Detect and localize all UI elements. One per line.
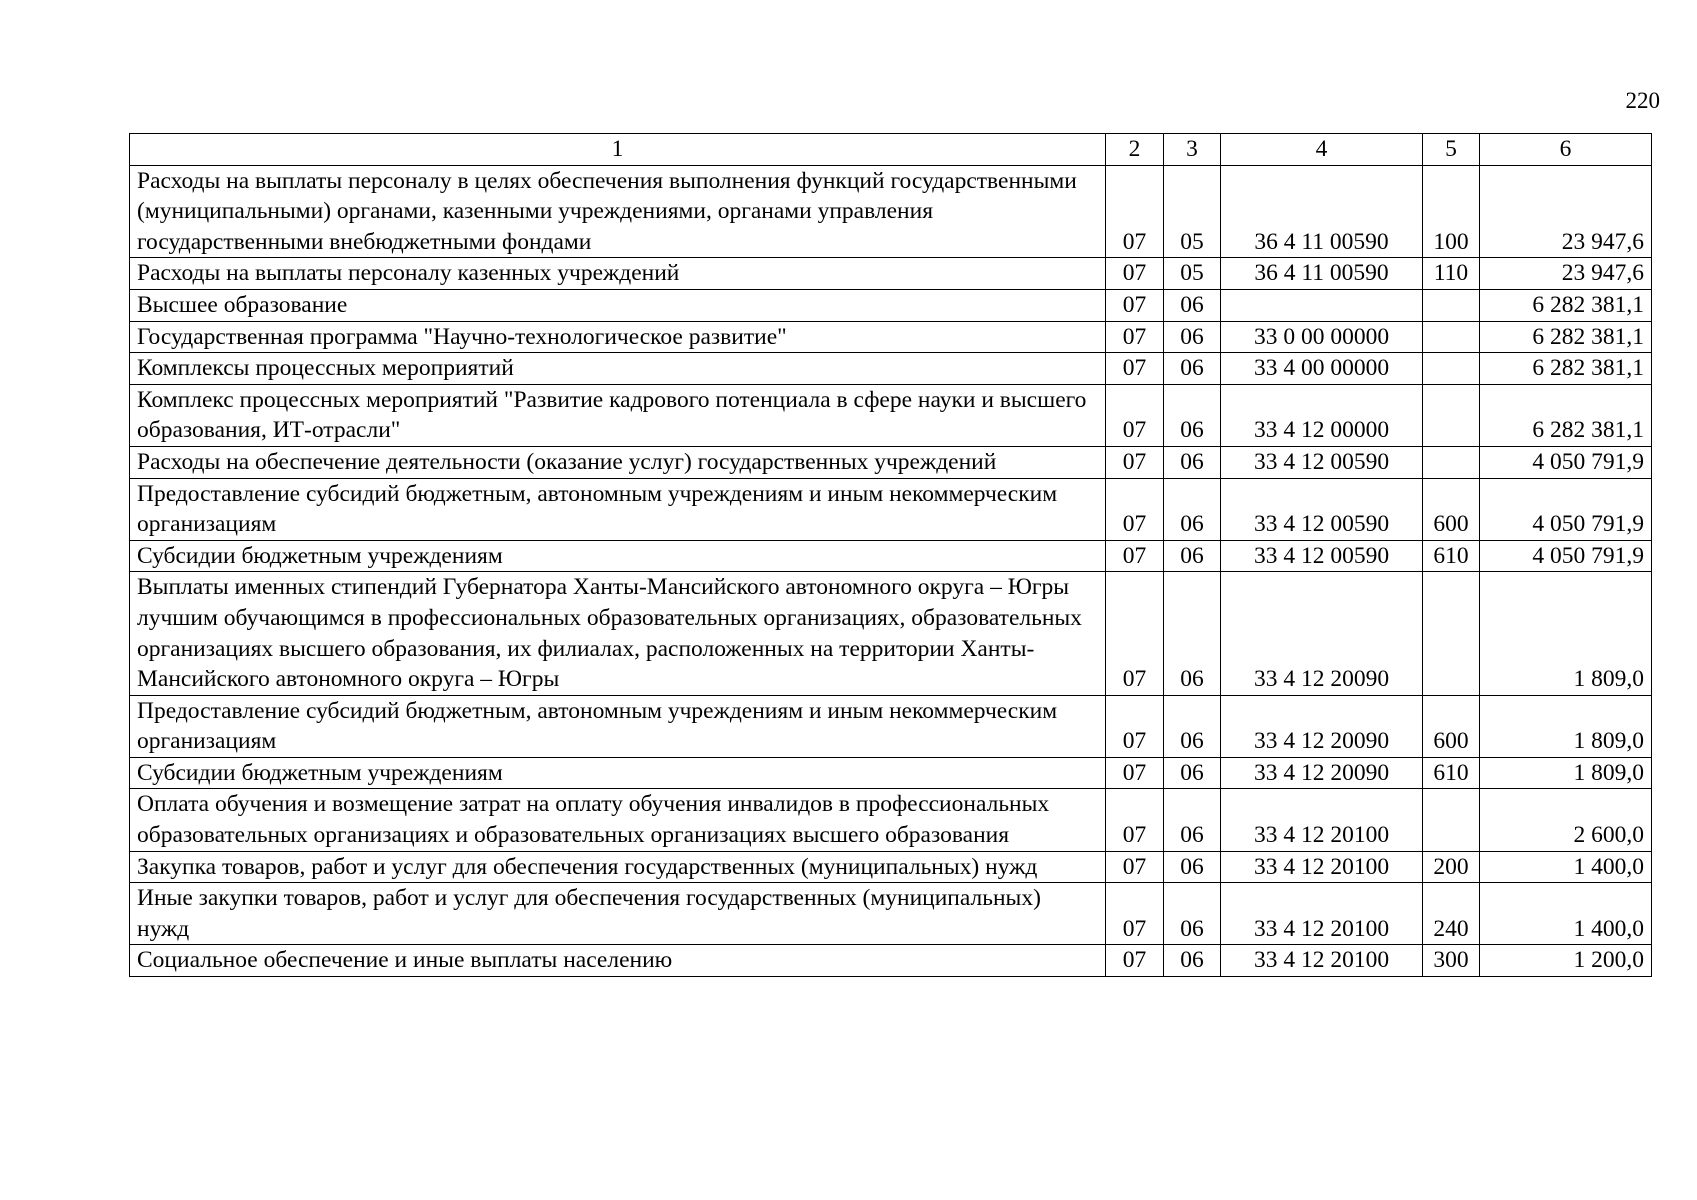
- column-header-4: 4: [1221, 134, 1423, 166]
- row-expense-type-cell: 300: [1423, 945, 1480, 977]
- table-row: [130, 945, 1652, 977]
- row-name-cell: Социальное обеспечение и иные выплаты населению: [130, 945, 1106, 977]
- table-header-row: [130, 134, 1652, 166]
- table-row: [130, 695, 1652, 757]
- table-row: [130, 258, 1652, 290]
- row-subsection-cell: 06: [1164, 883, 1221, 945]
- row-subsection-cell: 06: [1164, 851, 1221, 883]
- row-expense-type-cell: [1423, 353, 1480, 385]
- row-name-cell: Расходы на выплаты персоналу казенных учреждений: [130, 258, 1106, 290]
- row-section-cell: 07: [1106, 258, 1164, 290]
- row-expense-type-cell: 610: [1423, 757, 1480, 789]
- row-section-cell: 07: [1106, 321, 1164, 353]
- row-amount-cell: 23 947,6: [1480, 258, 1652, 290]
- row-target-article-cell: 33 4 12 00590: [1221, 446, 1423, 478]
- row-name-cell: Комплекс процессных мероприятий "Развитие кадрового потенциала в сфере науки и высшего образования, ИТ-отрасли": [130, 384, 1106, 446]
- table-row: [130, 478, 1652, 540]
- row-section-cell: 07: [1106, 353, 1164, 385]
- row-subsection-cell: 06: [1164, 321, 1221, 353]
- table-row: [130, 572, 1652, 695]
- row-amount-cell: 1 200,0: [1480, 945, 1652, 977]
- row-subsection-cell: 05: [1164, 165, 1221, 258]
- row-amount-cell: 4 050 791,9: [1480, 478, 1652, 540]
- row-name-cell: Комплексы процессных мероприятий: [130, 353, 1106, 385]
- row-target-article-cell: 33 0 00 00000: [1221, 321, 1423, 353]
- row-amount-cell: 6 282 381,1: [1480, 384, 1652, 446]
- table-row: [130, 289, 1652, 321]
- table-row: [130, 757, 1652, 789]
- row-target-article-cell: 33 4 12 00000: [1221, 384, 1423, 446]
- row-subsection-cell: 06: [1164, 289, 1221, 321]
- row-target-article-cell: 33 4 12 20090: [1221, 572, 1423, 695]
- row-subsection-cell: 06: [1164, 540, 1221, 572]
- table-body: [130, 165, 1652, 976]
- row-target-article-cell: 33 4 12 00590: [1221, 478, 1423, 540]
- table-row: [130, 321, 1652, 353]
- column-header-6: 6: [1480, 134, 1652, 166]
- row-subsection-cell: 05: [1164, 258, 1221, 290]
- row-section-cell: 07: [1106, 384, 1164, 446]
- row-name-cell: Иные закупки товаров, работ и услуг для обеспечения государственных (муниципальных) нужд: [130, 883, 1106, 945]
- row-target-article-cell: 33 4 12 20100: [1221, 945, 1423, 977]
- row-expense-type-cell: [1423, 446, 1480, 478]
- table-row: [130, 540, 1652, 572]
- column-header-3: 3: [1164, 134, 1221, 166]
- column-header-5: 5: [1423, 134, 1480, 166]
- row-expense-type-cell: 600: [1423, 695, 1480, 757]
- row-section-cell: 07: [1106, 757, 1164, 789]
- row-name-cell: Выплаты именных стипендий Губернатора Ханты-Мансийского автономного округа – Югры лучшим обучающимся в профессиональных образовательных организациях, образовательных организациях высшего образования, их филиалах, расположенных на территории Ханты-Мансийского автономного округа – Югры: [130, 572, 1106, 695]
- row-target-article-cell: 33 4 12 20100: [1221, 883, 1423, 945]
- row-target-article-cell: [1221, 289, 1423, 321]
- row-section-cell: 07: [1106, 289, 1164, 321]
- table-row: [130, 789, 1652, 851]
- row-name-cell: Предоставление субсидий бюджетным, автономным учреждениям и иным некоммерческим организациям: [130, 695, 1106, 757]
- row-amount-cell: 2 600,0: [1480, 789, 1652, 851]
- row-target-article-cell: 33 4 12 20090: [1221, 695, 1423, 757]
- row-target-article-cell: 33 4 12 00590: [1221, 540, 1423, 572]
- table-row: [130, 446, 1652, 478]
- table-row: [130, 384, 1652, 446]
- row-target-article-cell: 36 4 11 00590: [1221, 258, 1423, 290]
- row-expense-type-cell: [1423, 384, 1480, 446]
- row-amount-cell: 4 050 791,9: [1480, 446, 1652, 478]
- row-section-cell: 07: [1106, 572, 1164, 695]
- table-row: [130, 353, 1652, 385]
- row-target-article-cell: 33 4 12 20090: [1221, 757, 1423, 789]
- row-name-cell: Оплата обучения и возмещение затрат на оплату обучения инвалидов в профессиональных образовательных организациях и образовательных организациях высшего образования: [130, 789, 1106, 851]
- table-row: [130, 851, 1652, 883]
- row-subsection-cell: 06: [1164, 353, 1221, 385]
- row-expense-type-cell: 200: [1423, 851, 1480, 883]
- row-name-cell: Предоставление субсидий бюджетным, автономным учреждениям и иным некоммерческим организациям: [130, 478, 1106, 540]
- row-section-cell: 07: [1106, 478, 1164, 540]
- row-section-cell: 07: [1106, 883, 1164, 945]
- table-row: [130, 883, 1652, 945]
- row-section-cell: 07: [1106, 165, 1164, 258]
- row-amount-cell: 6 282 381,1: [1480, 289, 1652, 321]
- row-section-cell: 07: [1106, 851, 1164, 883]
- page-number: 220: [1625, 88, 1660, 113]
- row-amount-cell: 1 809,0: [1480, 695, 1652, 757]
- row-name-cell: Субсидии бюджетным учреждениям: [130, 757, 1106, 789]
- budget-table: [129, 133, 1652, 977]
- row-expense-type-cell: [1423, 789, 1480, 851]
- row-subsection-cell: 06: [1164, 384, 1221, 446]
- row-subsection-cell: 06: [1164, 478, 1221, 540]
- row-section-cell: 07: [1106, 540, 1164, 572]
- row-target-article-cell: 36 4 11 00590: [1221, 165, 1423, 258]
- row-subsection-cell: 06: [1164, 945, 1221, 977]
- row-target-article-cell: 33 4 00 00000: [1221, 353, 1423, 385]
- column-header-2: 2: [1106, 134, 1164, 166]
- row-name-cell: Закупка товаров, работ и услуг для обеспечения государственных (муниципальных) нужд: [130, 851, 1106, 883]
- row-name-cell: Государственная программа "Научно-технологическое развитие": [130, 321, 1106, 353]
- row-target-article-cell: 33 4 12 20100: [1221, 789, 1423, 851]
- row-expense-type-cell: [1423, 572, 1480, 695]
- row-expense-type-cell: [1423, 289, 1480, 321]
- row-expense-type-cell: [1423, 321, 1480, 353]
- row-amount-cell: 23 947,6: [1480, 165, 1652, 258]
- row-expense-type-cell: 240: [1423, 883, 1480, 945]
- row-amount-cell: 6 282 381,1: [1480, 353, 1652, 385]
- row-subsection-cell: 06: [1164, 446, 1221, 478]
- row-section-cell: 07: [1106, 945, 1164, 977]
- row-name-cell: Высшее образование: [130, 289, 1106, 321]
- row-amount-cell: 1 400,0: [1480, 883, 1652, 945]
- column-header-1: 1: [130, 134, 1106, 166]
- row-amount-cell: 4 050 791,9: [1480, 540, 1652, 572]
- row-name-cell: Расходы на обеспечение деятельности (оказание услуг) государственных учреждений: [130, 446, 1106, 478]
- row-subsection-cell: 06: [1164, 789, 1221, 851]
- row-expense-type-cell: 600: [1423, 478, 1480, 540]
- row-expense-type-cell: 610: [1423, 540, 1480, 572]
- row-section-cell: 07: [1106, 446, 1164, 478]
- row-name-cell: Расходы на выплаты персоналу в целях обеспечения выполнения функций государственными (муниципальными) органами, казенными учреждениями, органами управления государственными внебюджетными фондами: [130, 165, 1106, 258]
- row-section-cell: 07: [1106, 789, 1164, 851]
- row-subsection-cell: 06: [1164, 572, 1221, 695]
- row-name-cell: Субсидии бюджетным учреждениям: [130, 540, 1106, 572]
- table-row: [130, 165, 1652, 258]
- row-section-cell: 07: [1106, 695, 1164, 757]
- row-expense-type-cell: 110: [1423, 258, 1480, 290]
- row-target-article-cell: 33 4 12 20100: [1221, 851, 1423, 883]
- row-amount-cell: 6 282 381,1: [1480, 321, 1652, 353]
- row-subsection-cell: 06: [1164, 695, 1221, 757]
- row-amount-cell: 1 809,0: [1480, 572, 1652, 695]
- row-amount-cell: 1 400,0: [1480, 851, 1652, 883]
- row-subsection-cell: 06: [1164, 757, 1221, 789]
- row-amount-cell: 1 809,0: [1480, 757, 1652, 789]
- row-expense-type-cell: 100: [1423, 165, 1480, 258]
